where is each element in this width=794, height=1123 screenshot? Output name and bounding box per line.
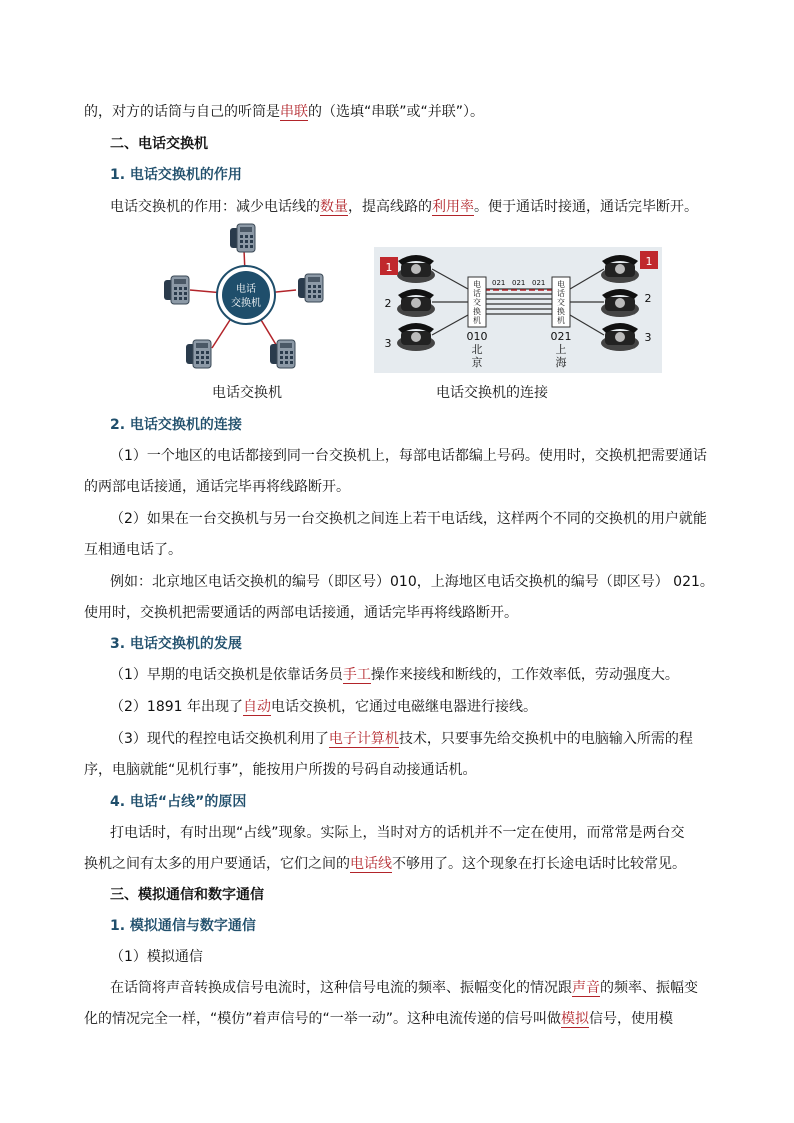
- paragraph-connect-1a: （1）一个地区的电话都接到同一台交换机上，每部电话都编上号码。使用时，交换机把需要通话: [110, 448, 707, 464]
- svg-text:上: 上: [555, 343, 567, 356]
- svg-text:交: 交: [473, 298, 481, 307]
- phone-icon: [397, 323, 435, 351]
- paragraph-busy-b: 换机之间有太多的用户要通话，它们之间的电话线不够用了。这个现象在打长途电话时比较常见。: [84, 856, 686, 872]
- svg-text:电: 电: [473, 280, 481, 289]
- heading-3-1: 1. 模拟通信与数字通信: [110, 918, 256, 934]
- svg-text:换: 换: [473, 307, 481, 316]
- paragraph-dev-3b: 序，电脑就能“见机行事”，能按用户所拨的号码自动接通话机。: [84, 762, 477, 778]
- svg-text:电: 电: [557, 280, 565, 289]
- svg-text:机: 机: [473, 316, 481, 325]
- switch-label-2: 交换机: [231, 298, 261, 309]
- phone-icon: [230, 224, 255, 252]
- paragraph-connect-1b: 的两部电话接通，通话完毕再将线路断开。: [84, 479, 350, 495]
- phone-icon: [397, 289, 435, 317]
- answer-series: 串联: [280, 104, 308, 120]
- heading-2-3: 3. 电话交换机的发展: [110, 636, 242, 652]
- svg-text:021: 021: [532, 279, 546, 287]
- svg-text:话: 话: [473, 289, 481, 298]
- figure-caption-1: 电话交换机: [212, 385, 282, 401]
- figure-caption-2: 电话交换机的连接: [436, 385, 548, 401]
- paragraph-example-a: 例如：北京地区电话交换机的编号（即区号）010，上海地区电话交换机的编号（即区号） 021。: [110, 574, 714, 590]
- phone-icon: [397, 255, 435, 283]
- svg-text:交: 交: [557, 298, 565, 307]
- phone-number-right-1: 1: [645, 255, 653, 268]
- paragraph-analog-title: （1）模拟通信: [110, 949, 203, 965]
- paragraph-connect-2b: 互相通电话了。: [84, 542, 182, 558]
- phone-icon: [601, 289, 639, 317]
- svg-text:北: 北: [471, 343, 483, 356]
- paragraph-dev-3a: （3）现代的程控电话交换机利用了电子计算机技术，只要事先给交换机中的电脑输入所需的程: [110, 731, 693, 747]
- section-title-3: 三、模拟通信和数字通信: [110, 887, 264, 903]
- heading-2-4: 4. 电话“占线”的原因: [110, 794, 247, 810]
- paragraph-dev-1: （1）早期的电话交换机是依靠话务员手工操作来接线和断线的，工作效率低，劳动强度大。: [110, 667, 679, 683]
- paragraph-busy-a: 打电话时，有时出现“占线”现象。实际上，当时对方的话机并不一定在使用，而常常是两台交: [110, 825, 685, 841]
- paragraph-example-b: 使用时，交换机把需要通话的两部电话接通，通话完毕再将线路断开。: [84, 605, 518, 621]
- phone-number-left-2: 2: [384, 297, 392, 310]
- area-code-shanghai: 021: [550, 330, 572, 343]
- switch-label-1: 电话: [236, 284, 256, 295]
- paragraph-dev-2: （2）1891 年出现了自动电话交换机，它通过电磁继电器进行接线。: [110, 699, 537, 715]
- paragraph-connect-2a: （2）如果在一台交换机与另一台交换机之间连上若干电话线，这样两个不同的交换机的用户就能: [110, 511, 707, 527]
- phone-number-right-2: 2: [644, 292, 652, 305]
- phone-number-right-3: 3: [644, 331, 652, 344]
- paragraph-analog-b: 化的情况完全一样，“模仿”着声信号的“一举一动”。这种电流传递的信号叫做模拟信号，使用模: [84, 1011, 674, 1027]
- svg-text:021: 021: [492, 279, 506, 287]
- paragraph-analog-a: 在话筒将声音转换成信号电流时，这种信号电流的频率、振幅变化的情况跟声音的频率、振幅变: [110, 980, 698, 996]
- phone-icon: [601, 323, 639, 351]
- svg-text:机: 机: [557, 316, 565, 325]
- paragraph-function: 电话交换机的作用：减少电话线的数量，提高线路的利用率。便于通话时接通，通话完毕断开。: [110, 199, 698, 215]
- switchboard-diagram: [150, 222, 340, 382]
- svg-text:021: 021: [512, 279, 526, 287]
- svg-text:换: 换: [557, 307, 565, 316]
- svg-text:京: 京: [471, 356, 483, 369]
- heading-2-2: 2. 电话交换机的连接: [110, 417, 242, 433]
- phone-number-left-1: 1: [385, 261, 393, 274]
- svg-text:话: 话: [557, 289, 565, 298]
- phone-icon: [298, 274, 323, 302]
- area-code-beijing: 010: [466, 330, 488, 343]
- phone-number-left-3: 3: [384, 337, 392, 350]
- section-title-2: 二、电话交换机: [110, 136, 208, 152]
- phone-icon: [164, 276, 189, 304]
- phone-icon: [270, 340, 295, 368]
- heading-2-1: 1. 电话交换机的作用: [110, 167, 242, 183]
- paragraph-series: 的，对方的话筒与自己的听筒是串联的（选填“串联”或“并联”）。: [84, 104, 485, 120]
- phone-icon: [601, 255, 639, 283]
- phone-icon: [186, 340, 211, 368]
- svg-text:海: 海: [555, 356, 567, 369]
- switchboard-connection-diagram: [374, 247, 662, 373]
